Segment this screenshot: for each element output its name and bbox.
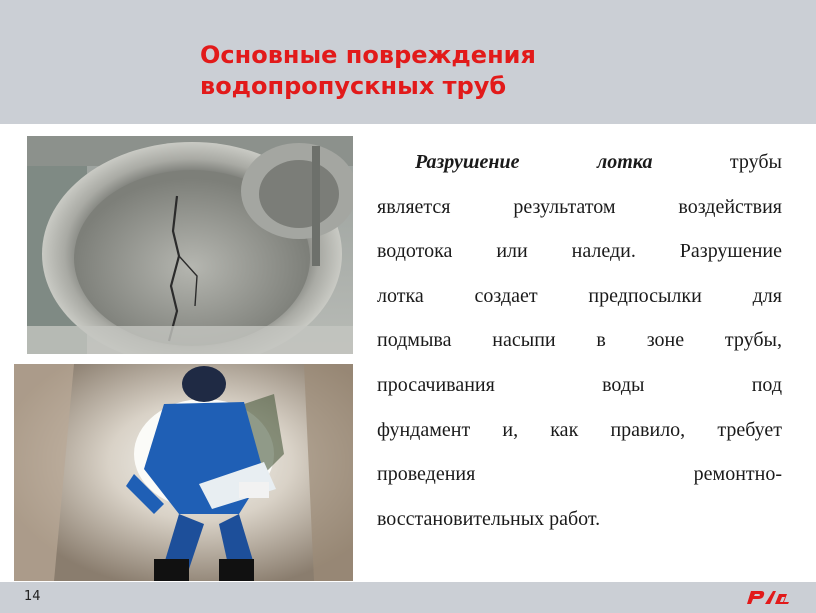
- body-line-6: просачивания воды под: [377, 373, 782, 396]
- slide-title: [200, 40, 760, 102]
- body-line-1-rest: трубы: [729, 151, 782, 173]
- body-line-5: подмыва насыпи в зоне трубы,: [377, 329, 782, 352]
- body-line-9: восстановительных работ.: [377, 507, 601, 530]
- cracked-pipe-photo: [27, 136, 353, 354]
- inspector-photo: [14, 364, 353, 581]
- body-line-2: является результатом воздействия: [377, 195, 782, 218]
- page-number: 14: [24, 589, 41, 604]
- title-line-2: водопропускных труб: [200, 72, 507, 100]
- rzd-logo: [745, 589, 791, 606]
- footer-band: [0, 582, 816, 613]
- body-line-1: [377, 140, 782, 185]
- body-paragraph: [377, 140, 782, 541]
- body-line-7: фундамент и, как правило, требует: [377, 418, 782, 441]
- body-line-3: водотока или наледи. Разрушение: [377, 240, 782, 263]
- title-line-1: Основные повреждения: [200, 41, 536, 69]
- body-line-4: лотка создает предпосылки для: [377, 284, 782, 307]
- body-line-8: проведения ремонтно-: [377, 463, 782, 486]
- highlighted-term: Разрушение лотка: [415, 151, 653, 173]
